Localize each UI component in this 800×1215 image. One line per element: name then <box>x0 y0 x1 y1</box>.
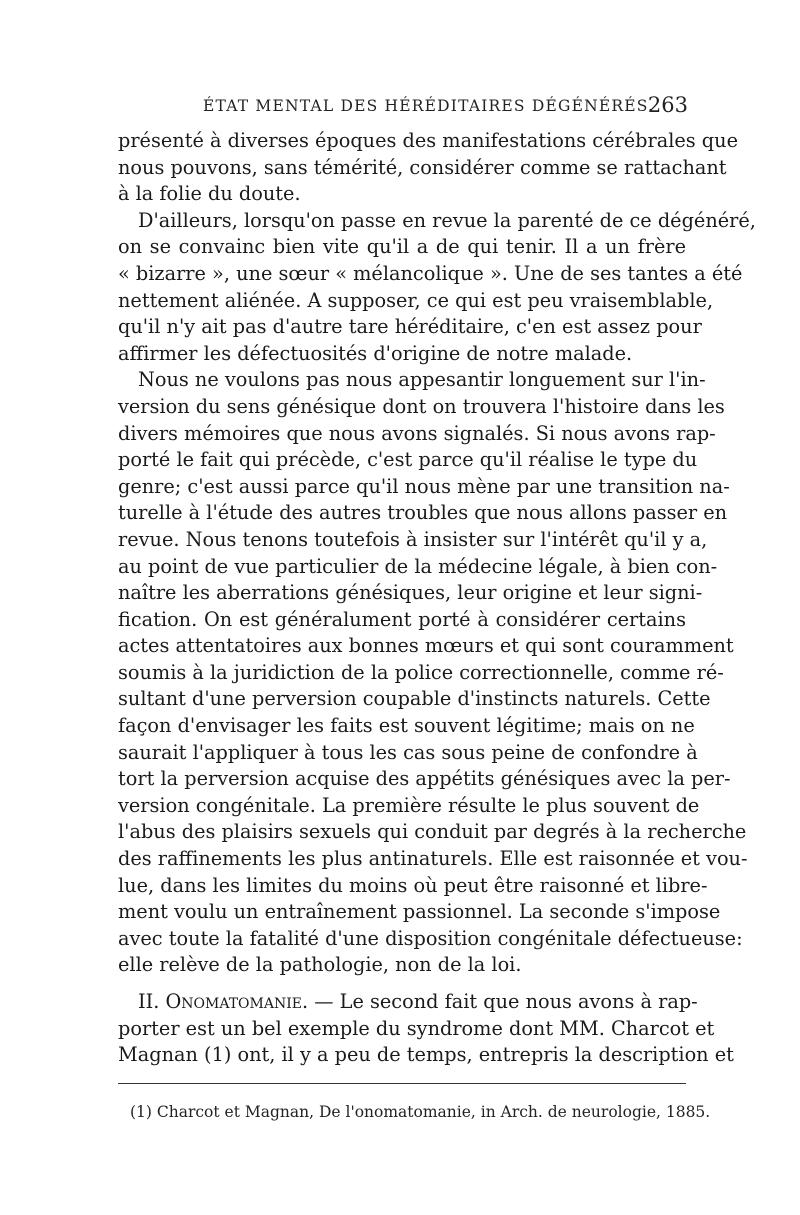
section-first-line-text: — Le second fait que nous avons à rap- <box>314 990 698 1013</box>
text-line: turelle à l'étude des autres troubles que nous allons passer en <box>118 501 728 525</box>
text-line: genre; c'est aussi parce qu'il nous mène par une transition na- <box>118 474 730 498</box>
text-line: sultant d'une perversion coupable d'instincts naturels. Cette <box>118 687 711 711</box>
text-line: l'abus des plaisirs sexuels qui conduit par degrés à la recherche <box>118 820 747 844</box>
footnote-divider <box>118 1083 686 1084</box>
text-line: nous pouvons, sans témérité, considérer comme se rattachant <box>118 155 727 179</box>
text-line: lue, dans les limites du moins où peut être raisonné et libre- <box>118 873 708 897</box>
text-line: Magnan (1) ont, il y a peu de temps, entrepris la description et <box>118 1043 734 1067</box>
text-line: soumis à la juridiction de la police correctionnelle, comme ré- <box>118 660 724 684</box>
text-line: porter est un bel exemple du syndrome dont MM. Charcot et <box>118 1016 715 1040</box>
text-line: « bizarre », une sœur « mélancolique ». Une de ses tantes a été <box>118 261 743 285</box>
text-line: elle relève de la pathologie, non de la loi. <box>118 953 522 977</box>
text-line: on se convainc bien vite qu'il a de qui tenir. Il a un frère <box>118 235 686 259</box>
text-line: version congénitale. La première résulte le plus souvent de <box>118 793 700 817</box>
body-text <box>118 128 756 1069</box>
text-line: à la folie du doute. <box>118 182 301 206</box>
text-line: nettement aliénée. A supposer, ce qui est peu vraisemblable, <box>118 288 714 312</box>
text-line: version du sens génésique dont on trouvera l'histoire dans les <box>118 394 725 418</box>
page-number: 263 <box>647 93 688 117</box>
text-line: au point de vue particulier de la médecine légale, à bien con- <box>118 554 718 578</box>
text-line: ment voulu un entraînement passionnel. La seconde s'impose <box>118 900 721 924</box>
text-line: façon d'envisager les faits est souvent légitime; mais on ne <box>118 714 695 738</box>
text-line: des raffinements les plus antinaturels. Elle est raisonnée et vou- <box>118 847 748 871</box>
footnote: (1) Charcot et Magnan, De l'onomatomanie, in Arch. de neurologie, 1885. <box>130 1103 711 1121</box>
text-line: Nous ne voulons pas nous appesantir longuement sur l'in- <box>138 368 706 392</box>
text-line: qu'il n'y ait pas d'autre tare héréditaire, c'en est assez pour <box>118 315 702 339</box>
text-line: affirmer les défectuosités d'origine de notre malade. <box>118 341 633 365</box>
section-heading: II. Onomatomanie. <box>138 990 309 1013</box>
text-line: fication. On est généralument porté à considérer certains <box>118 607 686 631</box>
text-line: présenté à diverses époques des manifestations cérébrales que <box>118 129 738 152</box>
text-line: divers mémoires que nous avons signalés. Si nous avons rap- <box>118 421 716 445</box>
running-header <box>118 93 688 123</box>
text-line: D'ailleurs, lorsqu'on passe en revue la parenté de ce dégénéré, <box>138 208 756 232</box>
text-line: avec toute la fatalité d'une disposition congénitale défectueuse: <box>118 926 743 950</box>
text-line: porté le fait qui précède, c'est parce qu'il réalise le type du <box>118 448 698 472</box>
text-line: naître les aberrations génésiques, leur origine et leur signi- <box>118 581 703 605</box>
text-line: saurait l'appliquer à tous les cas sous peine de confondre à <box>118 740 698 764</box>
text-line: tort la perversion acquise des appétits génésiques avec la per- <box>118 767 731 791</box>
text-line: revue. Nous tenons toutefois à insister sur l'intérêt qu'il y a, <box>118 527 708 551</box>
text-line: actes attentatoires aux bonnes mœurs et qui sont couramment <box>118 634 734 658</box>
running-title: ÉTAT MENTAL DES HÉRÉDITAIRES DÉGÉNÉRÉS. <box>203 97 655 115</box>
section-first-line <box>118 989 698 1016</box>
